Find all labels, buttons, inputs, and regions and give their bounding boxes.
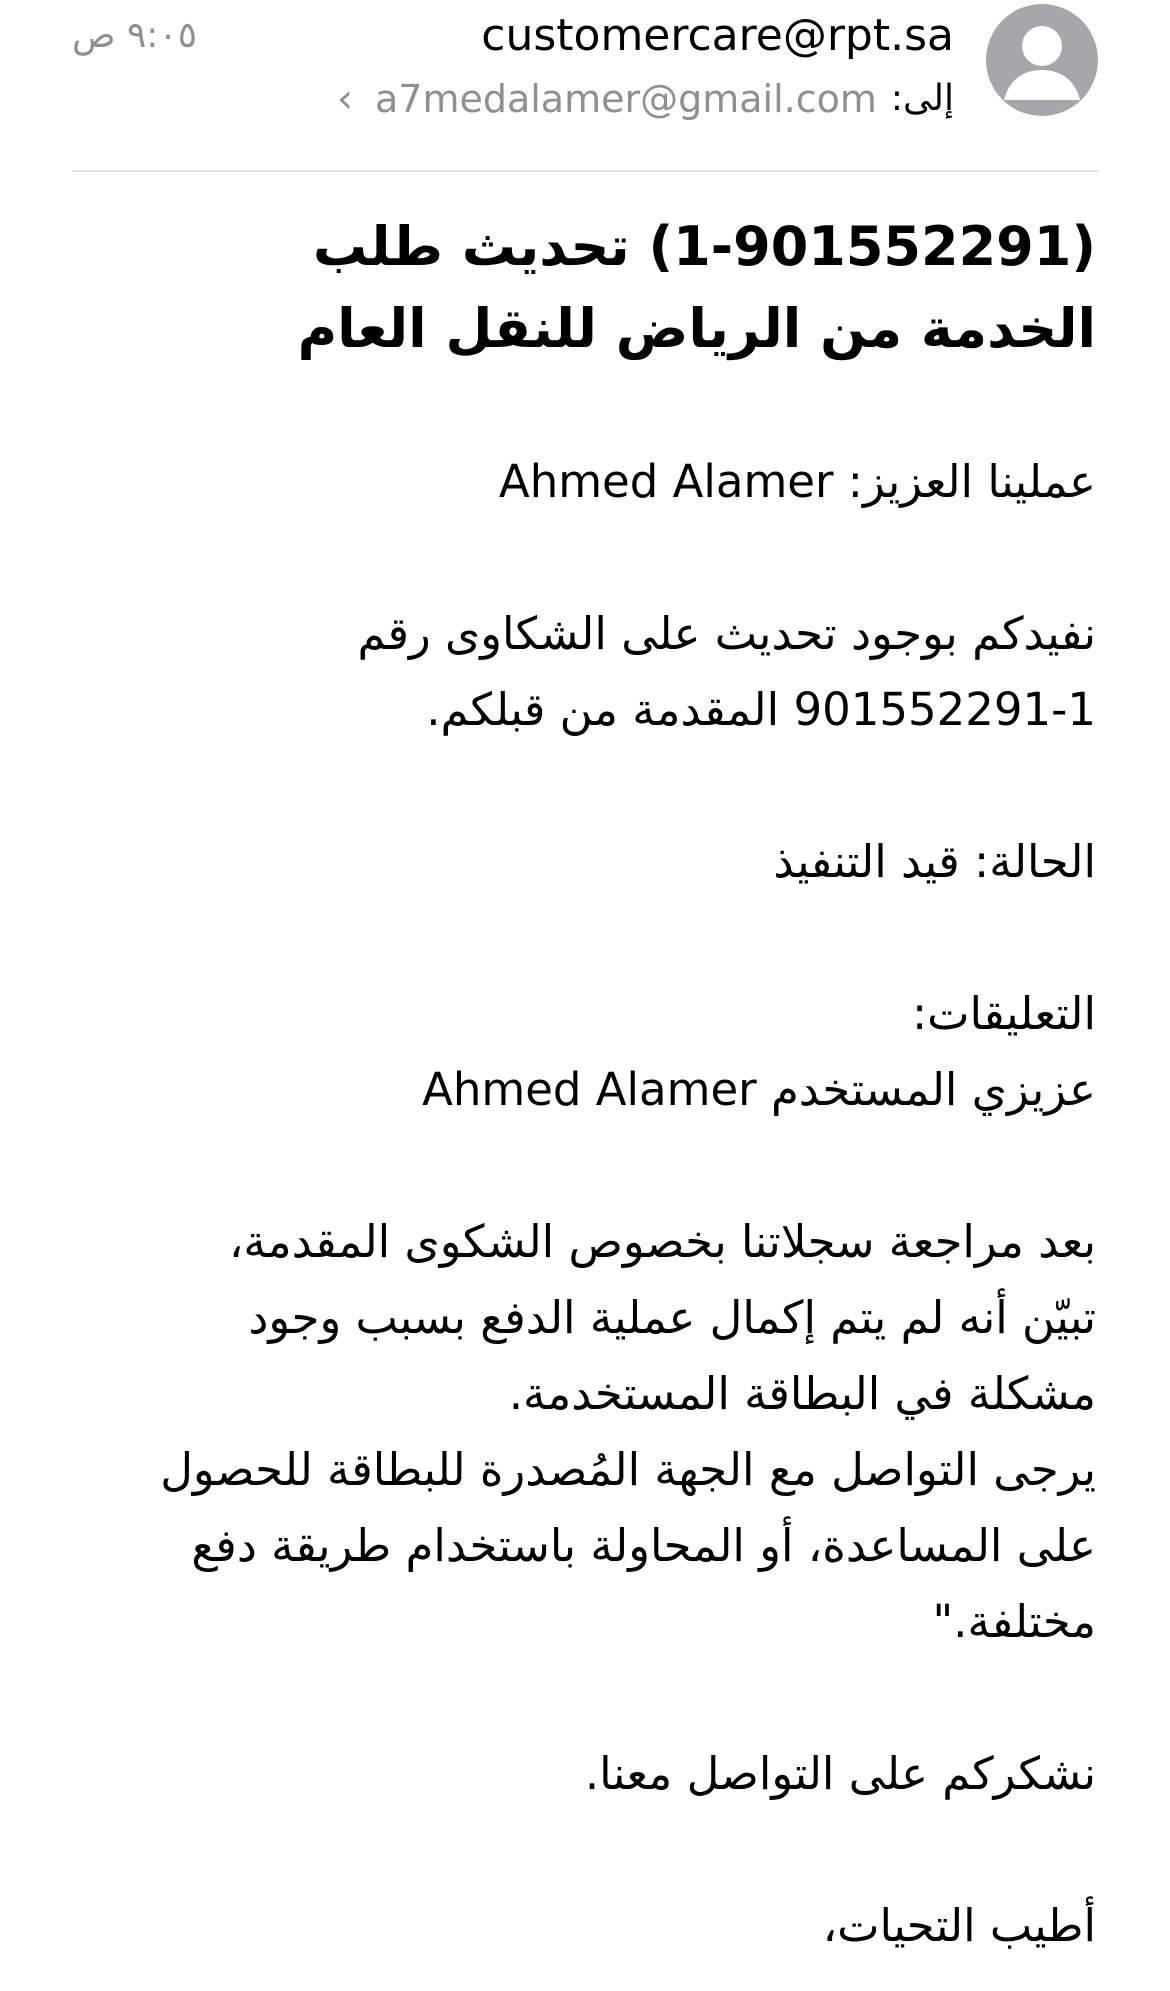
subject-line-1: (1-901552291) تحديث طلب bbox=[312, 215, 1096, 278]
email-subject bbox=[216, 206, 1096, 370]
greeting: عملينا العزيز: Ahmed Alamer bbox=[498, 455, 1096, 508]
message-line-4: يرجى التواصل مع الجهة المُصدرة للبطاقة للحصول bbox=[160, 1443, 1096, 1496]
update-line-1: نفيدكم بوجود تحديث على الشكاوى رقم bbox=[357, 607, 1096, 660]
message-paragraph bbox=[66, 1204, 1096, 1660]
sender-address[interactable]: customercare@rpt.sa bbox=[481, 10, 954, 61]
message-time: ٩:٠٥ ص bbox=[72, 15, 198, 56]
message-header bbox=[0, 0, 1170, 172]
recipient-row[interactable] bbox=[337, 74, 954, 124]
header-divider bbox=[72, 170, 1098, 172]
update-line-2: 901552291-1 المقدمة من قبلكم. bbox=[426, 683, 1096, 736]
message-line-6: مختلفة." bbox=[932, 1595, 1096, 1648]
subject-line-2: الخدمة من الرياض للنقل العام bbox=[297, 297, 1096, 360]
comments-label: التعليقات: bbox=[912, 987, 1096, 1040]
status-line: الحالة: قيد التنفيذ bbox=[773, 835, 1096, 888]
to-label: إلى: bbox=[890, 78, 954, 119]
email-body bbox=[66, 444, 1096, 1964]
sender-avatar-icon[interactable] bbox=[986, 4, 1098, 116]
message-line-5: على المساعدة، أو المحاولة باستخدام طريقة دفع bbox=[191, 1519, 1096, 1572]
thanks-line: نشكركم على التواصل معنا. bbox=[584, 1747, 1096, 1800]
closing-line: أطيب التحيات، bbox=[822, 1899, 1096, 1952]
person-silhouette-icon bbox=[986, 4, 1098, 116]
message-line-3: مشكلة في البطاقة المستخدمة. bbox=[508, 1367, 1096, 1420]
message-line-1: بعد مراجعة سجلاتنا بخصوص الشكوى المقدمة، bbox=[228, 1215, 1096, 1268]
recipient-address[interactable]: a7medalamer@gmail.com bbox=[374, 77, 877, 121]
update-paragraph bbox=[66, 596, 1096, 748]
chevron-left-icon[interactable]: ‹ bbox=[336, 76, 353, 122]
message-line-2: تبيّن أنه لم يتم إكمال عملية الدفع بسبب وجود bbox=[248, 1291, 1096, 1344]
comments-greeting: عزيزي المستخدم Ahmed Alamer bbox=[422, 1063, 1096, 1116]
